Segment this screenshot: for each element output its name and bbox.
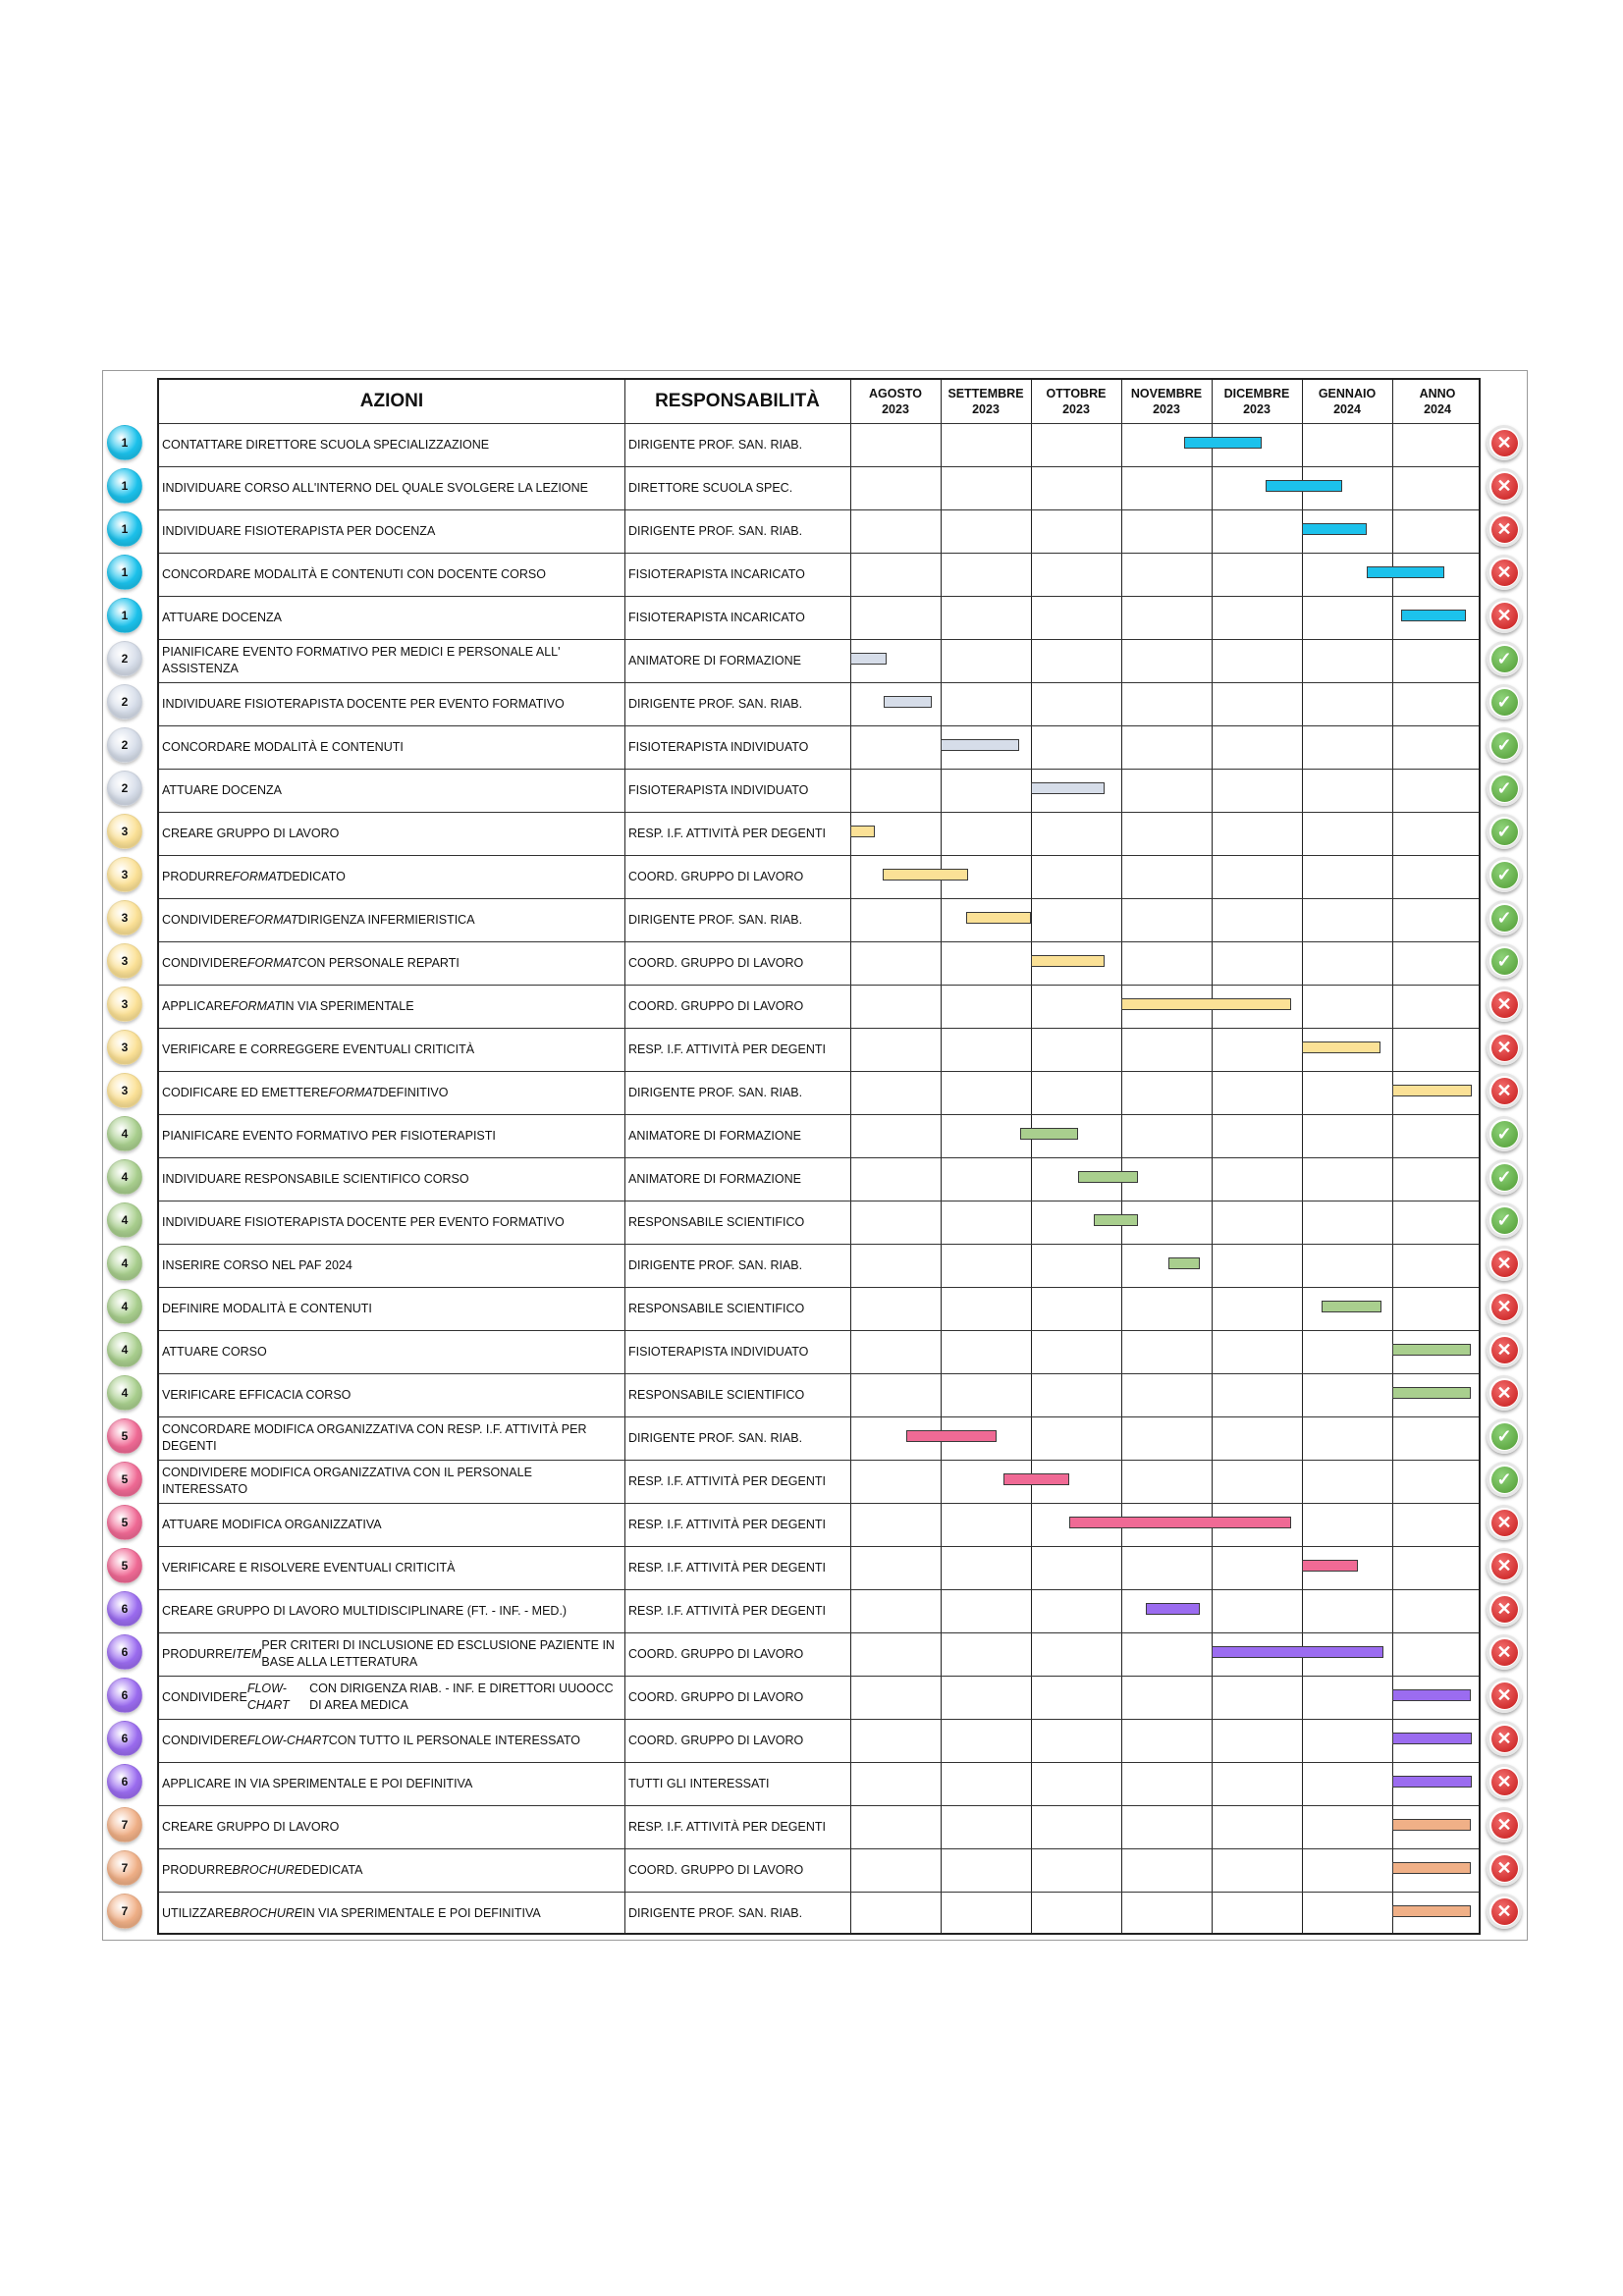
responsibility-cell: FISIOTERAPISTA INDIVIDUATO	[628, 739, 809, 754]
responsibility-cell: FISIOTERAPISTA INDIVIDUATO	[628, 782, 809, 797]
responsibility-cell: RESP. I.F. ATTIVITÀ PER DEGENTI	[628, 826, 826, 840]
group-badge: 3	[107, 987, 142, 1022]
responsibility-cell: DIRETTORE SCUOLA SPEC.	[628, 480, 793, 495]
group-badge: 4	[107, 1375, 142, 1411]
cross-icon: ✕	[1487, 468, 1522, 504]
cross-icon: ✕	[1487, 1721, 1522, 1756]
action-cell: VERIFICARE E CORREGGERE EVENTUALI CRITICITÀ	[162, 1041, 475, 1056]
header-month-year: 2023	[1153, 402, 1180, 416]
gantt-bar	[1031, 955, 1105, 967]
header-month-name: ANNO	[1419, 387, 1456, 400]
responsibility-cell: DIRIGENTE PROF. SAN. RIAB.	[628, 1085, 803, 1099]
header-month-name: GENNAIO	[1318, 387, 1377, 400]
responsibility-cell: ANIMATORE DI FORMAZIONE	[628, 1128, 801, 1143]
check-icon: ✓	[1487, 684, 1522, 720]
action-cell: CONDIVIDERE MODIFICA ORGANIZZATIVA CON IL PERSONALE INTERESSATO	[162, 1466, 532, 1496]
group-badge: 4	[107, 1246, 142, 1281]
gantt-bar	[883, 869, 967, 881]
responsibility-cell: COORD. GRUPPO DI LAVORO	[628, 1689, 804, 1704]
gantt-bar	[1094, 1214, 1137, 1226]
column-divider	[1212, 380, 1213, 1933]
group-badge: 2	[107, 641, 142, 676]
action-cell: INDIVIDUARE CORSO ALL'INTERNO DEL QUALE SVOLGERE LA LEZIONE	[162, 480, 588, 495]
action-cell: CREARE GRUPPO DI LAVORO	[162, 1819, 340, 1834]
group-badge: 1	[107, 555, 142, 590]
group-badge: 3	[107, 857, 142, 892]
group-badge: 3	[107, 1073, 142, 1108]
responsibility-cell: ANIMATORE DI FORMAZIONE	[628, 653, 801, 667]
header-month-name: OTTOBRE	[1046, 387, 1107, 400]
header-month-name: NOVEMBRE	[1130, 387, 1203, 400]
action-cell: INDIVIDUARE FISIOTERAPISTA DOCENTE PER EVENTO FORMATIVO	[162, 696, 565, 711]
column-divider	[1121, 380, 1122, 1933]
action-cell: VERIFICARE EFFICACIA CORSO	[162, 1387, 352, 1402]
gantt-bar	[1003, 1473, 1068, 1485]
action-cell: DEFINIRE MODALITÀ E CONTENUTI	[162, 1301, 372, 1315]
responsibility-cell: COORD. GRUPPO DI LAVORO	[628, 998, 804, 1013]
check-icon: ✓	[1487, 1462, 1522, 1497]
responsibility-cell: DIRIGENTE PROF. SAN. RIAB.	[628, 1257, 803, 1272]
action-cell: INSERIRE CORSO NEL PAF 2024	[162, 1257, 352, 1272]
responsibility-cell: TUTTI GLI INTERESSATI	[628, 1776, 770, 1790]
responsibility-cell: DIRIGENTE PROF. SAN. RIAB.	[628, 696, 803, 711]
gantt-bar	[1078, 1171, 1138, 1183]
cross-icon: ✕	[1487, 1548, 1522, 1583]
gantt-bar	[1392, 1905, 1471, 1917]
group-badge: 1	[107, 598, 142, 633]
gantt-table	[157, 378, 1481, 1935]
header-responsabilita: RESPONSABILITÀ	[655, 391, 820, 411]
gantt-bar	[1266, 480, 1342, 492]
header-month-year: 2023	[1243, 402, 1271, 416]
responsibility-cell: FISIOTERAPISTA INCARICATO	[628, 566, 805, 581]
gantt-bar	[1392, 1085, 1472, 1096]
action-cell: ATTUARE CORSO	[162, 1344, 267, 1359]
gantt-bar	[1302, 1560, 1358, 1572]
action-cell: PIANIFICARE EVENTO FORMATIVO PER MEDICI E PERSONALE ALL' ASSISTENZA	[162, 645, 561, 675]
responsibility-cell: RESP. I.F. ATTIVITÀ PER DEGENTI	[628, 1473, 826, 1488]
check-icon: ✓	[1487, 1202, 1522, 1238]
responsibility-cell: DIRIGENTE PROF. SAN. RIAB.	[628, 1905, 803, 1920]
gantt-bar	[1392, 1776, 1472, 1788]
column-divider	[1031, 380, 1032, 1933]
group-badge: 3	[107, 814, 142, 849]
gantt-bar	[906, 1430, 997, 1442]
responsibility-cell: COORD. GRUPPO DI LAVORO	[628, 1733, 804, 1747]
action-cell: INDIVIDUARE FISIOTERAPISTA DOCENTE PER EVENTO FORMATIVO	[162, 1214, 565, 1229]
gantt-bar	[1302, 523, 1367, 535]
group-badge: 6	[107, 1678, 142, 1713]
group-badge: 1	[107, 511, 142, 547]
group-badge: 3	[107, 900, 142, 935]
gantt-bar	[1302, 1041, 1380, 1053]
gantt-bar	[1401, 610, 1466, 621]
cross-icon: ✕	[1487, 1332, 1522, 1367]
group-badge: 1	[107, 468, 142, 504]
gantt-bar	[1367, 566, 1444, 578]
action-cell: PRODURRE FORMAT DEDICATO	[162, 869, 346, 883]
group-badge: 7	[107, 1894, 142, 1929]
cross-icon: ✕	[1487, 1246, 1522, 1281]
responsibility-cell: RESPONSABILE SCIENTIFICO	[628, 1301, 805, 1315]
cross-icon: ✕	[1487, 1289, 1522, 1324]
group-badge: 5	[107, 1548, 142, 1583]
gantt-bar	[1322, 1301, 1381, 1312]
responsibility-cell: RESP. I.F. ATTIVITÀ PER DEGENTI	[628, 1603, 826, 1618]
group-badge: 1	[107, 425, 142, 460]
gantt-bar	[1184, 437, 1261, 449]
action-cell: APPLICARE IN VIA SPERIMENTALE E POI DEFINITIVA	[162, 1776, 473, 1790]
action-cell: CONCORDARE MODIFICA ORGANIZZATIVA CON RESP. I.F. ATTIVITÀ PER DEGENTI	[162, 1422, 587, 1453]
cross-icon: ✕	[1487, 1894, 1522, 1929]
cross-icon: ✕	[1487, 987, 1522, 1022]
header-month	[1212, 380, 1302, 423]
header-month-name: DICEMBRE	[1223, 387, 1290, 400]
action-cell: UTILIZZARE BROCHURE IN VIA SPERIMENTALE E POI DEFINITIVA	[162, 1905, 541, 1920]
action-cell: CONCORDARE MODALITÀ E CONTENUTI CON DOCENTE CORSO	[162, 566, 546, 581]
gantt-bar	[1392, 1819, 1471, 1831]
group-badge: 5	[107, 1462, 142, 1497]
column-divider	[850, 380, 851, 1933]
gantt-bar	[884, 696, 932, 708]
header-month	[1392, 380, 1483, 423]
check-icon: ✓	[1487, 857, 1522, 892]
gantt-bar	[1212, 1646, 1383, 1658]
header-month-name: SETTEMBRE	[947, 387, 1024, 400]
gantt-bar	[1392, 1689, 1471, 1701]
gantt-bar	[1168, 1257, 1200, 1269]
action-cell: INDIVIDUARE FISIOTERAPISTA PER DOCENZA	[162, 523, 436, 538]
cross-icon: ✕	[1487, 598, 1522, 633]
group-badge: 6	[107, 1591, 142, 1627]
check-icon: ✓	[1487, 1116, 1522, 1151]
gantt-bar	[850, 653, 887, 665]
gantt-bar	[1392, 1344, 1471, 1356]
action-cell: ATTUARE DOCENZA	[162, 610, 282, 624]
group-badge: 6	[107, 1764, 142, 1799]
cross-icon: ✕	[1487, 1807, 1522, 1842]
group-badge: 4	[107, 1289, 142, 1324]
group-badge: 6	[107, 1634, 142, 1670]
header-month	[941, 380, 1031, 423]
gantt-bar	[1146, 1603, 1200, 1615]
gantt-bar	[1392, 1733, 1472, 1744]
gantt-bar	[1031, 782, 1105, 794]
cross-icon: ✕	[1487, 425, 1522, 460]
action-cell: CONDIVIDERE FORMAT DIRIGENZA INFERMIERISTICA	[162, 912, 475, 927]
header-month-year: 2023	[972, 402, 1000, 416]
header-month	[1031, 380, 1121, 423]
group-badge: 2	[107, 684, 142, 720]
group-badge: 4	[107, 1332, 142, 1367]
header-month-year: 2024	[1424, 402, 1451, 416]
responsibility-cell: COORD. GRUPPO DI LAVORO	[628, 1646, 804, 1661]
action-cell: CONCORDARE MODALITÀ E CONTENUTI	[162, 739, 404, 754]
header-month-year: 2023	[882, 402, 909, 416]
check-icon: ✓	[1487, 1418, 1522, 1454]
gantt-bar	[850, 826, 875, 837]
gantt-bar	[1020, 1128, 1078, 1140]
responsibility-cell: RESPONSABILE SCIENTIFICO	[628, 1387, 805, 1402]
cross-icon: ✕	[1487, 1764, 1522, 1799]
responsibility-cell: RESPONSABILE SCIENTIFICO	[628, 1214, 805, 1229]
cross-icon: ✕	[1487, 1375, 1522, 1411]
cross-icon: ✕	[1487, 1505, 1522, 1540]
check-icon: ✓	[1487, 771, 1522, 806]
group-badge: 4	[107, 1202, 142, 1238]
action-cell: CONDIVIDERE FLOW-CHART CON TUTTO IL PERSONALE INTERESSATO	[162, 1733, 581, 1747]
group-badge: 2	[107, 727, 142, 763]
cross-icon: ✕	[1487, 1030, 1522, 1065]
action-cell: CODIFICARE ED EMETTERE FORMAT DEFINITIVO	[162, 1085, 449, 1099]
action-cell: CREARE GRUPPO DI LAVORO MULTIDISCIPLINARE (FT. - INF. - MED.)	[162, 1603, 568, 1618]
check-icon: ✓	[1487, 814, 1522, 849]
action-cell: ATTUARE DOCENZA	[162, 782, 282, 797]
responsibility-cell: DIRIGENTE PROF. SAN. RIAB.	[628, 912, 803, 927]
action-cell: PIANIFICARE EVENTO FORMATIVO PER FISIOTERAPISTI	[162, 1128, 496, 1143]
action-cell: CONDIVIDERE FORMAT CON PERSONALE REPARTI	[162, 955, 460, 970]
action-cell: VERIFICARE E RISOLVERE EVENTUALI CRITICITÀ	[162, 1560, 456, 1575]
gantt-bar	[1069, 1517, 1291, 1528]
check-icon: ✓	[1487, 641, 1522, 676]
check-icon: ✓	[1487, 900, 1522, 935]
group-badge: 5	[107, 1418, 142, 1454]
action-cell: CONTATTARE DIRETTORE SCUOLA SPECIALIZZAZIONE	[162, 437, 490, 452]
gantt-bar	[966, 912, 1031, 924]
action-cell: PRODURRE ITEM PER CRITERI DI INCLUSIONE ED ESCLUSIONE PAZIENTE IN BASE ALLA LETTERATURA	[162, 1638, 615, 1669]
action-cell: PRODURRE BROCHURE DEDICATA	[162, 1862, 363, 1877]
responsibility-cell: FISIOTERAPISTA INDIVIDUATO	[628, 1344, 809, 1359]
responsibility-cell: COORD. GRUPPO DI LAVORO	[628, 955, 804, 970]
cross-icon: ✕	[1487, 511, 1522, 547]
cross-icon: ✕	[1487, 1678, 1522, 1713]
action-cell: ATTUARE MODIFICA ORGANIZZATIVA	[162, 1517, 382, 1531]
cross-icon: ✕	[1487, 1591, 1522, 1627]
responsibility-cell: FISIOTERAPISTA INCARICATO	[628, 610, 805, 624]
group-badge: 7	[107, 1850, 142, 1886]
column-divider	[1302, 380, 1303, 1933]
header-month	[850, 380, 941, 423]
check-icon: ✓	[1487, 727, 1522, 763]
action-cell: APPLICARE FORMAT IN VIA SPERIMENTALE	[162, 998, 414, 1013]
cross-icon: ✕	[1487, 1850, 1522, 1886]
responsibility-cell: RESP. I.F. ATTIVITÀ PER DEGENTI	[628, 1517, 826, 1531]
responsibility-cell: ANIMATORE DI FORMAZIONE	[628, 1171, 801, 1186]
responsibility-cell: DIRIGENTE PROF. SAN. RIAB.	[628, 523, 803, 538]
action-cell: INDIVIDUARE RESPONSABILE SCIENTIFICO CORSO	[162, 1171, 469, 1186]
group-badge: 6	[107, 1721, 142, 1756]
cross-icon: ✕	[1487, 1073, 1522, 1108]
group-badge: 4	[107, 1116, 142, 1151]
responsibility-cell: RESP. I.F. ATTIVITÀ PER DEGENTI	[628, 1041, 826, 1056]
group-badge: 3	[107, 943, 142, 979]
responsibility-cell: RESP. I.F. ATTIVITÀ PER DEGENTI	[628, 1819, 826, 1834]
check-icon: ✓	[1487, 943, 1522, 979]
gantt-bar	[941, 739, 1019, 751]
cross-icon: ✕	[1487, 555, 1522, 590]
group-badge: 4	[107, 1159, 142, 1195]
group-badge: 7	[107, 1807, 142, 1842]
header-month	[1302, 380, 1392, 423]
group-badge: 3	[107, 1030, 142, 1065]
group-badge: 5	[107, 1505, 142, 1540]
responsibility-cell: DIRIGENTE PROF. SAN. RIAB.	[628, 437, 803, 452]
header-month-year: 2023	[1062, 402, 1090, 416]
header-azioni: AZIONI	[359, 391, 424, 411]
group-badge: 2	[107, 771, 142, 806]
cross-icon: ✕	[1487, 1634, 1522, 1670]
action-cell: CONDIVIDERE FLOW-CHART CON DIRIGENZA RIAB. - INF. E DIRETTORI UUOOCC DI AREA MEDICA	[162, 1682, 614, 1712]
gantt-bar	[1392, 1862, 1471, 1874]
responsibility-cell: COORD. GRUPPO DI LAVORO	[628, 1862, 804, 1877]
column-divider	[624, 380, 625, 1933]
header-month-year: 2024	[1333, 402, 1361, 416]
gantt-bar	[1392, 1387, 1471, 1399]
check-icon: ✓	[1487, 1159, 1522, 1195]
responsibility-cell: DIRIGENTE PROF. SAN. RIAB.	[628, 1430, 803, 1445]
responsibility-cell: COORD. GRUPPO DI LAVORO	[628, 869, 804, 883]
gantt-bar	[1121, 998, 1291, 1010]
header-month-name: AGOSTO	[869, 387, 922, 400]
header-month	[1121, 380, 1212, 423]
action-cell: CREARE GRUPPO DI LAVORO	[162, 826, 340, 840]
responsibility-cell: RESP. I.F. ATTIVITÀ PER DEGENTI	[628, 1560, 826, 1575]
column-divider	[941, 380, 942, 1933]
